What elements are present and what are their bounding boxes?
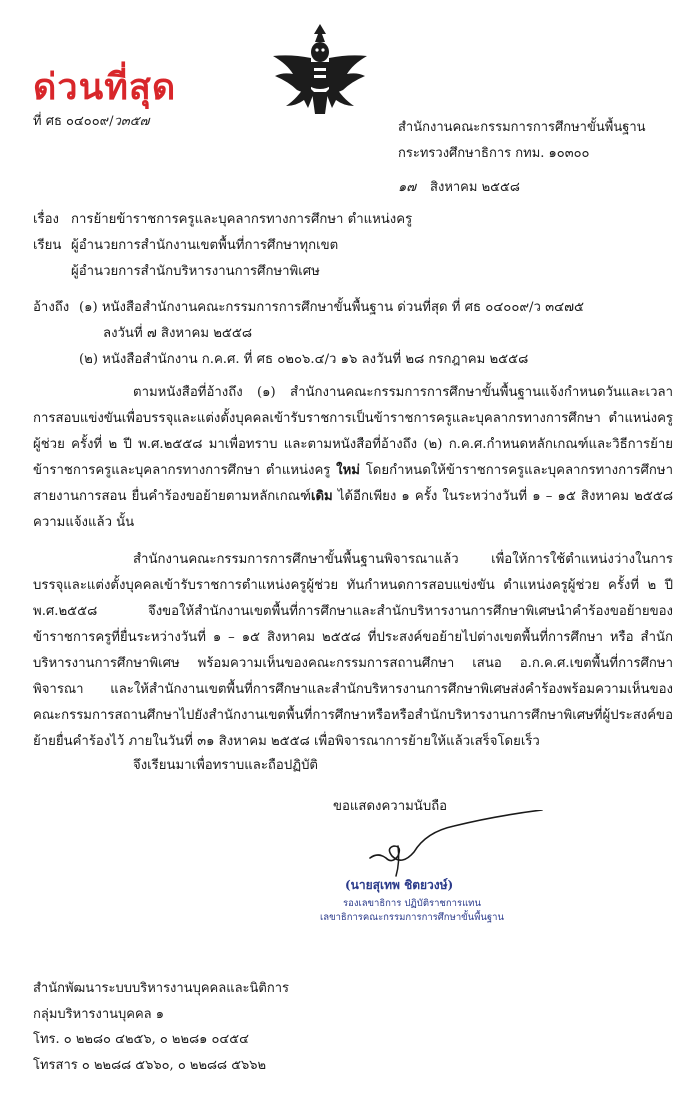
body-paragraph-1 <box>33 380 673 536</box>
urgency-label: ด่วนที่สุด <box>33 67 177 108</box>
paragraph-1-text-a: ตามหนังสือที่อ้างถึง (๑) สำนักงานคณะกรรมการการศึกษาขั้นพื้นฐานแจ้งกำหนดวันและเวลาการสอบแข่งขันเพื่อบรรจุและแต่งตั้งบุคคลเข้ารับราชการเป็นข้าราชการครูและบุคลากรทางการศึกษา ตำแหน่งครูผู้ช่วย ครั้งที่ ๒ ปี พ.ศ.๒๕๕๘ มาเพื่อทราบ และตามหนังสือที่อ้างถึง (๒) ก.ค.ศ.กำหนดหลักเกณฑ์และวิธีการย้ายข้าราชการครูและบุคลากรทางการศึกษา ตำแหน่งครู <box>33 385 673 478</box>
date-day: ๑๗ <box>398 180 417 195</box>
agency-ministry: กระทรวงศึกษาธิการ กทม. ๑๐๓๐๐ <box>398 146 590 161</box>
reference-prefix: ที่ ศธ ๐๔๐๐๙/ <box>33 114 114 129</box>
agency-name: สำนักงานคณะกรรมการการศึกษาขั้นพื้นฐาน <box>398 120 646 135</box>
subject-line <box>33 207 412 233</box>
paragraph-1-text-c: โดยกำหนดให้ข้าราชการครูและบุคลากรทางการศึกษาสายงานการสอน ยื่นคำร้องขอย้ายตามหลักเกณฑ์ <box>33 463 673 504</box>
reference-handwritten: ว๓๕๗ <box>113 114 150 129</box>
recipient-1: ผู้อำนวยการสำนักงานเขตพื้นที่การศึกษาทุกเขต <box>71 238 339 253</box>
attachments-block <box>33 295 584 373</box>
paragraph-1-new-emphasis: ใหม่ <box>336 463 360 478</box>
attachment-1-line-1: (๑) หนังสือสำนักงานคณะกรรมการการศึกษาขั้นพื้นฐาน ด่วนที่สุด ที่ ศธ ๐๔๐๐๙/ว ๓๔๗๕ <box>79 300 584 315</box>
attachment-1-line-2: ลงวันที่ ๗ สิงหาคม ๒๕๕๘ <box>103 326 253 341</box>
garuda-emblem-icon <box>268 22 372 118</box>
paragraph-1-old-emphasis: เดิม <box>310 489 333 504</box>
subject-text: การย้ายข้าราชการครูและบุคลากรทางการศึกษา ตำแหน่งครู <box>71 212 413 227</box>
attachments-label: อ้างถึง <box>33 300 70 315</box>
recipient-2: ผู้อำนวยการสำนักบริหารงานการศึกษาพิเศษ <box>71 264 320 279</box>
closing-line: จึงเรียนมาเพื่อทราบและถือปฏิบัติ <box>133 758 318 773</box>
body-paragraph-2 <box>33 547 673 755</box>
paragraph-2-text: สำนักงานคณะกรรมการการศึกษาขั้นพื้นฐานพิจารณาแล้ว เพื่อให้การใช้ตำแหน่งว่างในการบรรจุและแต่งตั้งบุคคลเข้ารับราชการตำแหน่งครูผู้ช่วย ทันกำหนดการสอบแข่งขัน ตำแหน่งครูผู้ช่วย ครั้งที่ ๒ ปี พ.ศ.๒๕๕๘ จึงขอให้สำนักงานเขตพื้นที่การศึกษาและสำนักบริหารงานการศึกษาพิเศษนำคำร้องขอย้ายของข้าราชการครูที่ยื่นระหว่างวันที่ ๑ – ๑๕ สิงหาคม ๒๕๕๘ ที่ประสงค์ขอย้ายไปต่างเขตพื้นที่การศึกษา หรือ สำนักบริหารงานการศึกษาพิเศษ พร้อมความเห็นของคณะกรรมการสถานศึกษา เสนอ อ.ก.ค.ศ.เขตพื้นที่การศึกษาพิจารณา และให้สำนักงานเขตพื้นที่การศึกษาและสำนักบริหารงานการศึกษาพิเศษส่งคำร้องพร้อมความเห็นของคณะกรรมการสถานศึกษาไปยังสำนักงานเขตพื้นที่การศึกษาหรือหรือสำนักบริหารงานการศึกษาพิเศษที่ผู้ประสงค์ขอย้ายยื่นคำร้องไว้ ภายในวันที่ ๓๑ สิงหาคม ๒๕๕๘ เพื่อพิจารณาการย้ายให้แล้วเสร็จโดยเร็ว <box>33 552 673 749</box>
subject-label: เรื่อง <box>33 212 59 227</box>
recipient-block <box>33 233 338 285</box>
footer-fax: โทรสาร ๐ ๒๒๘๘ ๕๖๖๐, ๐ ๒๒๘๘ ๕๖๖๒ <box>33 1057 267 1073</box>
footer-tel: โทร. ๐ ๒๒๘๐ ๔๒๕๖, ๐ ๒๒๘๑ ๐๔๕๔ <box>33 1032 249 1047</box>
footer-group: กลุ่มบริหารงานบุคคล ๑ <box>33 1006 165 1022</box>
signatory-title <box>312 897 512 925</box>
document-date <box>398 176 520 197</box>
signatory-name: (นายสุเทพ ชิตยวงษ์) <box>345 878 454 892</box>
regards-line: ขอแสดงความนับถือ <box>333 799 448 814</box>
date-month-year: สิงหาคม ๒๕๕๘ <box>430 180 520 195</box>
signatory-title-2: เลขาธิการคณะกรรมการการศึกษาขั้นพื้นฐาน <box>320 912 504 923</box>
contact-footer <box>33 976 289 1078</box>
agency-address <box>398 115 646 167</box>
handwritten-signature-icon <box>368 810 548 878</box>
attachment-2: (๒) หนังสือสำนักงาน ก.ค.ศ. ที่ ศธ ๐๒๐๖.๔/ว ๑๖ ลงวันที่ ๒๘ กรกฎาคม ๒๕๕๘ <box>79 352 529 367</box>
signatory-title-1: รองเลขาธิการ ปฏิบัติราชการแทน <box>343 898 481 909</box>
footer-office: สำนักพัฒนาระบบบริหารงานบุคคลและนิติการ <box>33 981 290 996</box>
paragraph-1-text-e: ได้อีกเพียง ๑ ครั้ง ในระหว่างวันที่ ๑ – ๑๕ สิงหาคม ๒๕๕๘ ความแจ้งแล้ว นั้น <box>33 489 673 530</box>
recipient-label: เรียน <box>33 238 62 253</box>
reference-number <box>33 110 149 131</box>
